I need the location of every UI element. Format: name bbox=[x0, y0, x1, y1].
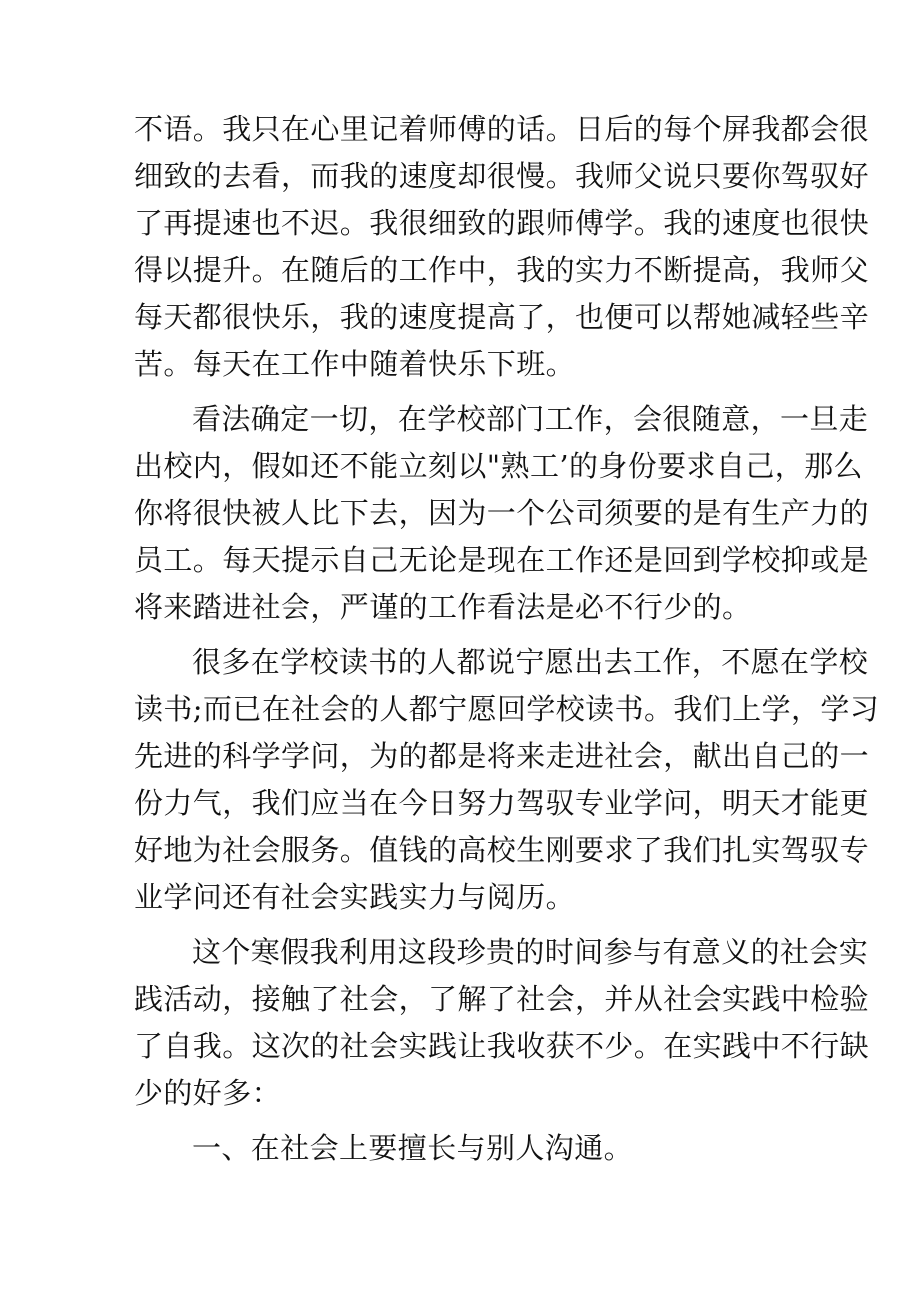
text-line: 这个寒假我利用这段珍贵的时间参与有意义的社会实 bbox=[192, 935, 869, 969]
paragraph-4 bbox=[134, 929, 870, 1117]
section-heading: 一、在社会上要擅长与别人沟通。 bbox=[192, 1131, 634, 1165]
text-line: 出校内，假如还不能立刻以"熟工’的身份要求自己，那么 bbox=[134, 449, 863, 483]
text-line: 了自我。这次的社会实践让我收获不少。在实践中不行缺 bbox=[134, 1029, 870, 1063]
text-line: 员工。每天提示自己无论是现在工作还是回到学校抑或是 bbox=[134, 543, 870, 577]
text-line: 你将很快被人比下去，因为一个公司须要的是有生产力的 bbox=[134, 496, 870, 530]
text-line: 看法确定一切，在学校部门工作，会很随意，一旦走 bbox=[192, 402, 869, 436]
text-line: 少的好多： bbox=[134, 1076, 282, 1110]
text-line: 读书;而已在社会的人都宁愿回学校读书。我们上学，学习 bbox=[134, 692, 880, 726]
text-line: 业学问还有社会实践实力与阅历。 bbox=[134, 880, 576, 914]
text-line: 苦。每天在工作中随着快乐下班。 bbox=[134, 347, 576, 381]
text-line: 细致的去看，而我的速度却很慢。我师父说只要你驾驭好 bbox=[134, 159, 870, 193]
paragraph-5 bbox=[134, 1125, 794, 1172]
text-line: 份力气，我们应当在今日努力驾驭专业学问，明天才能更 bbox=[134, 786, 870, 820]
document-body bbox=[134, 106, 880, 1172]
text-line: 好地为社会服务。值钱的高校生刚要求了我们扎实驾驭专 bbox=[134, 833, 870, 867]
paragraph-3 bbox=[134, 639, 880, 921]
text-line: 每天都很快乐，我的速度提高了，也便可以帮她减轻些辛 bbox=[134, 300, 870, 334]
paragraph-1 bbox=[134, 106, 870, 388]
paragraph-2 bbox=[134, 396, 870, 631]
text-line: 很多在学校读书的人都说宁愿出去工作，不愿在学校 bbox=[192, 645, 869, 679]
text-line: 得以提升。在随后的工作中，我的实力不断提高，我师父 bbox=[134, 253, 870, 287]
text-line: 不语。我只在心里记着师傅的话。日后的每个屏我都会很 bbox=[134, 112, 870, 146]
text-line: 了再提速也不迟。我很细致的跟师傅学。我的速度也很快 bbox=[134, 206, 870, 240]
text-line: 将来踏进社会，严谨的工作看法是必不行少的。 bbox=[134, 590, 752, 624]
text-line: 先进的科学学问，为的都是将来走进社会，献出自己的一 bbox=[134, 739, 870, 773]
text-line: 践活动，接触了社会，了解了社会，并从社会实践中检验 bbox=[134, 982, 870, 1016]
